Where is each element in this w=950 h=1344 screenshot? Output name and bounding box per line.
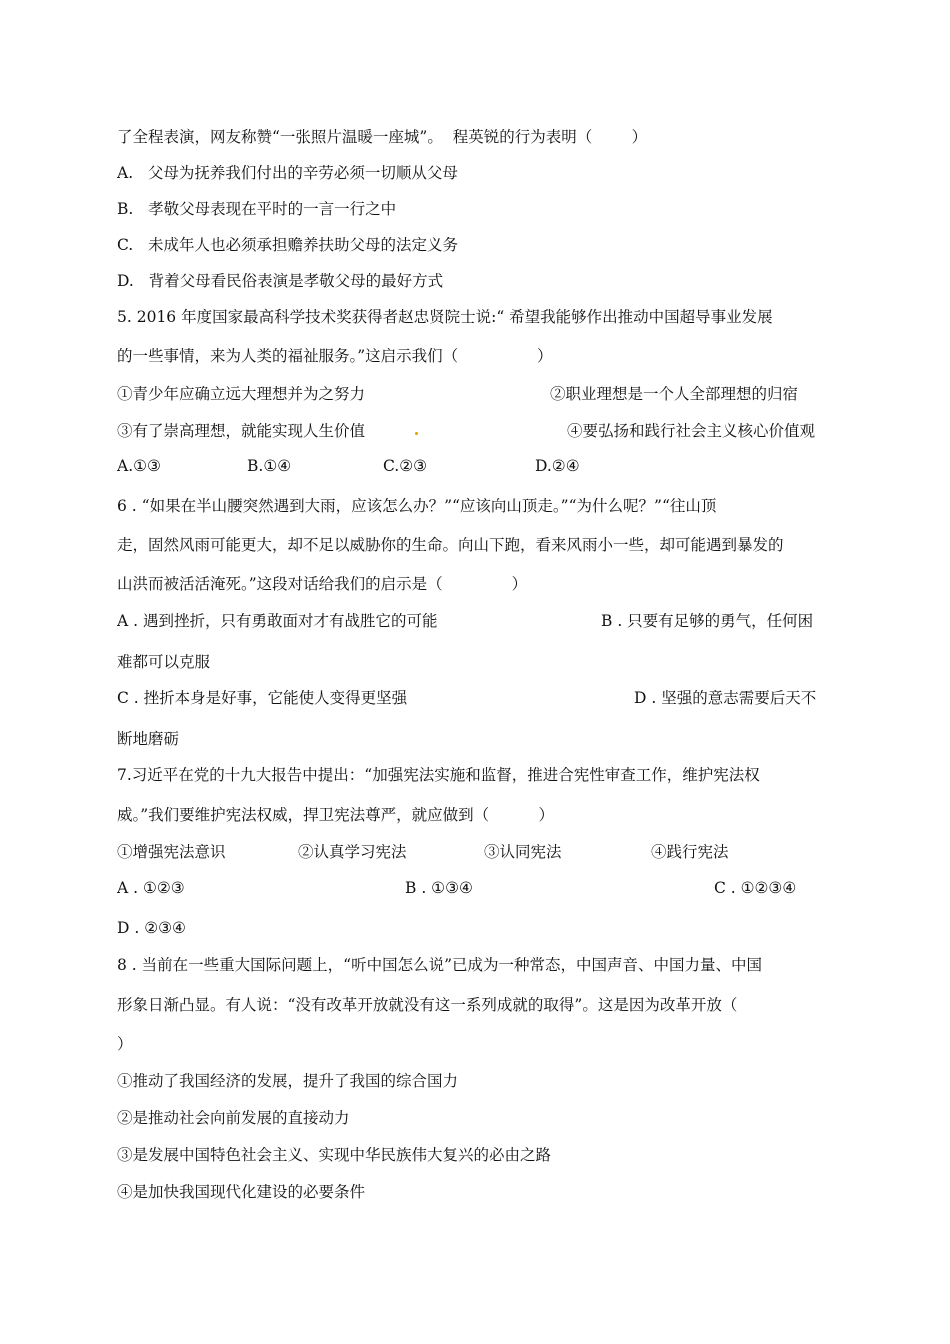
q7-statement-2: ②认真学习宪法 <box>298 843 407 861</box>
q6-option-d-cont: 断地磨砺 <box>117 730 180 748</box>
q4-option-c: C. 未成年人也必须承担赡养扶助父母的法定义务 <box>117 236 459 254</box>
q7-option-c: C . ①②③④ <box>714 879 797 897</box>
q5-statement-1: ①青少年应确立远大理想并为之努力 <box>117 385 366 403</box>
q5-option-c: C.②③ <box>383 457 428 475</box>
q4-option-d: D. 背着父母看民俗表演是孝敬父母的最好方式 <box>117 272 444 290</box>
q8-stem-line-2: 形象日渐凸显。有人说：“没有改革开放就没有这一系列成就的取得”。这是因为改革开放（ <box>117 996 738 1014</box>
q6-option-d: D . 坚强的意志需要后天不 <box>634 689 817 707</box>
q6-stem-line-2: 走，固然风雨可能更大，却不足以威胁你的生命。向山下跑，看来风雨小一些，却可能遇到暴发的 <box>117 536 784 554</box>
q5-option-d: D.②④ <box>535 457 580 475</box>
q8-stem-line-1: 8 . 当前在一些重大国际问题上，“听中国怎么说”已成为一种常态，中国声音、中国力量、中国 <box>117 956 762 974</box>
stray-mark <box>415 432 418 435</box>
q7-option-d: D . ②③④ <box>117 919 186 937</box>
q5-option-b: B.①④ <box>247 457 292 475</box>
q7-statement-4: ④践行宪法 <box>651 843 729 861</box>
q5-statement-3: ③有了崇高理想，就能实现人生价值 <box>117 422 366 440</box>
q7-option-a: A . ①②③ <box>117 879 185 897</box>
q4-option-a: A. 父母为抚养我们付出的辛劳必须一切顺从父母 <box>117 164 458 182</box>
q5-statement-2: ②职业理想是一个人全部理想的归宿 <box>550 385 799 403</box>
q6-stem-line-3: 山洪而被活活淹死。”这段对话给我们的启示是（ ） <box>117 575 528 593</box>
q7-stem-line-1: 7.习近平在党的十九大报告中提出：“加强宪法实施和监督，推进合宪性审查工作，维护宪法权 <box>117 766 760 784</box>
q6-option-c: C . 挫折本身是好事，它能使人变得更坚强 <box>117 689 408 707</box>
q4-stem-tail: 了全程表演，网友称赞“一张照片温暖一座城”。 程英锐的行为表明（ ） <box>117 128 648 146</box>
q8-statement-4: ④是加快我国现代化建设的必要条件 <box>117 1183 366 1201</box>
q8-statement-1: ①推动了我国经济的发展，提升了我国的综合国力 <box>117 1072 459 1090</box>
q7-statement-3: ③认同宪法 <box>484 843 562 861</box>
q5-stem-line-1: 5. 2016 年度国家最高科学技术奖获得者赵忠贤院士说:“ 希望我能够作出推动中国超导事业发展 <box>117 308 773 326</box>
q4-option-b: B. 孝敬父母表现在平时的一言一行之中 <box>117 200 397 218</box>
q6-option-b: B . 只要有足够的勇气，任何困 <box>601 612 814 630</box>
q6-option-b-cont: 难都可以克服 <box>117 653 211 671</box>
q5-stem-line-2: 的一些事情，来为人类的福祉服务。”这启示我们（ ） <box>117 347 553 365</box>
q5-statement-4: ④要弘扬和践行社会主义核心价值观 <box>567 422 816 440</box>
q8-statement-2: ②是推动社会向前发展的直接动力 <box>117 1109 350 1127</box>
q6-option-a: A . 遇到挫折，只有勇敢面对才有战胜它的可能 <box>117 612 438 630</box>
q7-statement-1: ①增强宪法意识 <box>117 843 226 861</box>
q8-statement-3: ③是发展中国特色社会主义、实现中华民族伟大复兴的必由之路 <box>117 1146 552 1164</box>
q5-option-a: A.①③ <box>117 457 161 475</box>
q7-option-b: B . ①③④ <box>405 879 473 897</box>
q6-stem-line-1: 6 . “如果在半山腰突然遇到大雨，应该怎么办？”“应该向山顶走。”“为什么呢？”“往山顶 <box>117 497 717 515</box>
q7-stem-line-2: 威。”我们要维护宪法权威，捍卫宪法尊严，就应做到（ ） <box>117 806 554 824</box>
q8-stem-line-3: ） <box>117 1035 133 1053</box>
